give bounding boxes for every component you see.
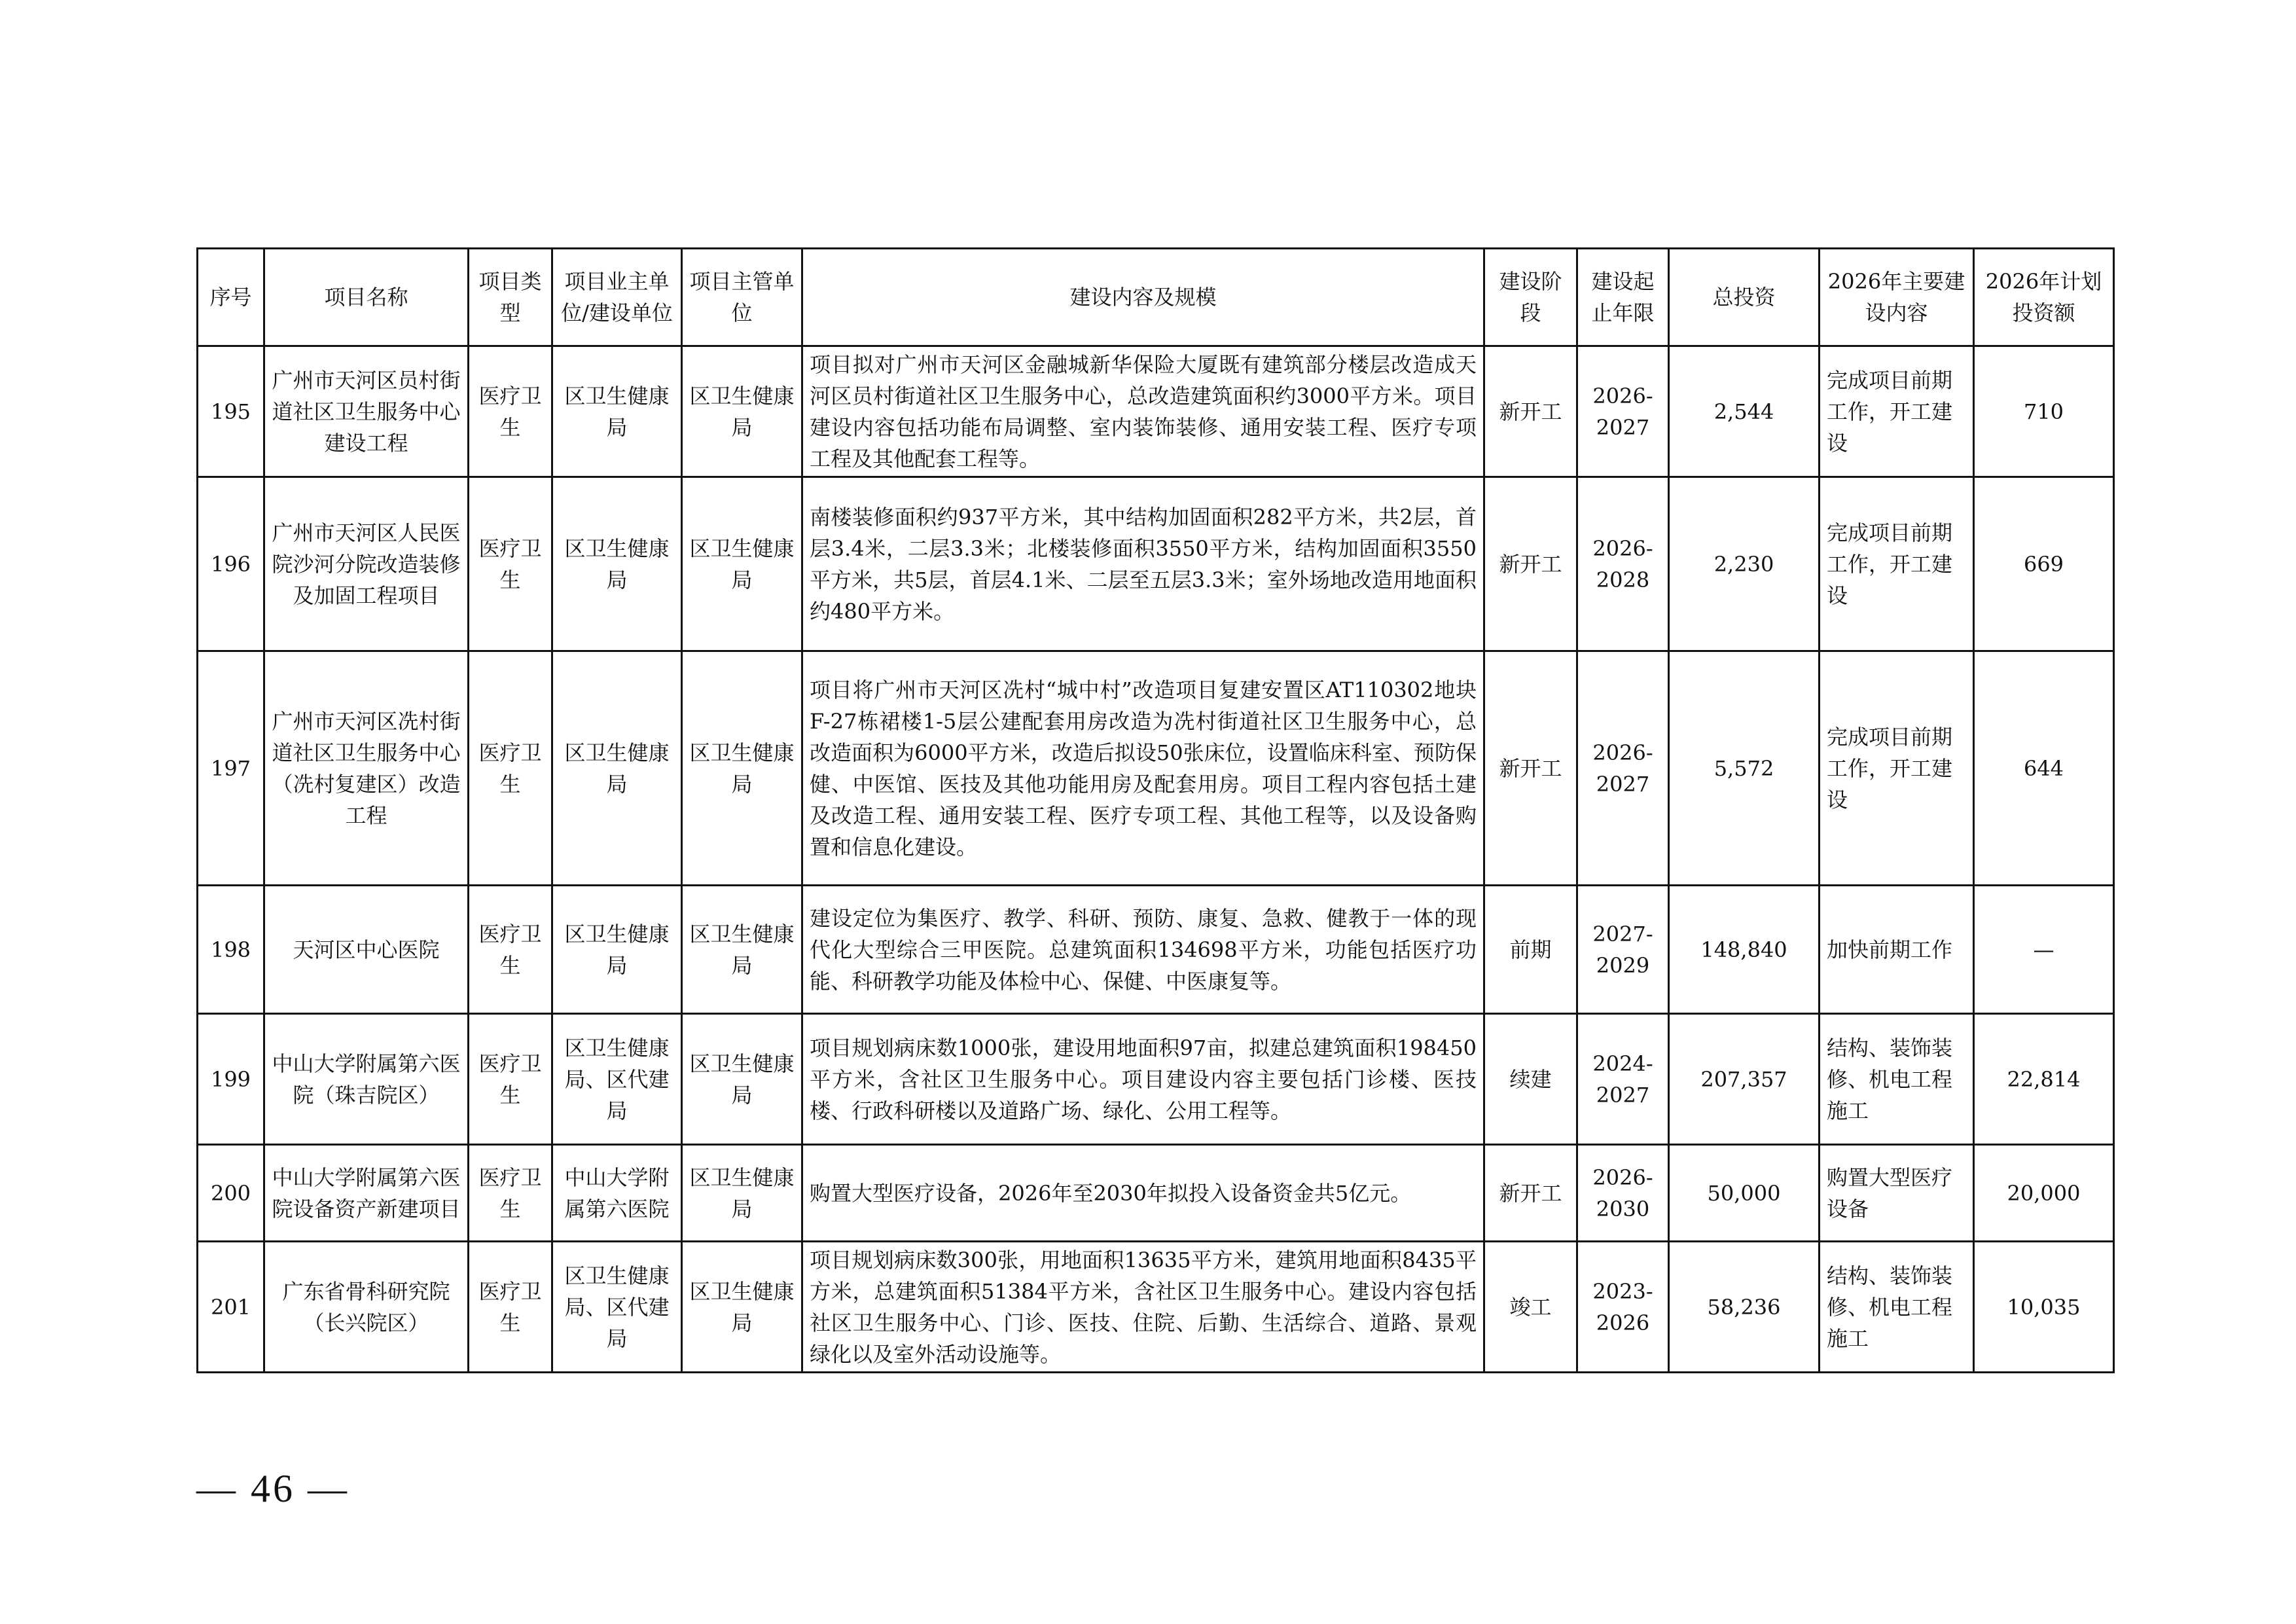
cell-owner: 区卫生健康局 — [552, 886, 682, 1014]
cell-name: 广东省骨科研究院（长兴院区） — [264, 1242, 469, 1373]
cell-no: 198 — [198, 886, 264, 1014]
cell-total: 50,000 — [1669, 1145, 1820, 1242]
cell-name: 中山大学附属第六医院（珠吉院区） — [264, 1014, 469, 1145]
cell-total: 2,230 — [1669, 477, 1820, 651]
cell-content: 项目拟对广州市天河区金融城新华保险大厦既有建筑部分楼层改造成天河区员村街道社区卫生服务中心，总改造建筑面积约3000平方米。项目建设内容包括功能布局调整、室内装饰装修、通用安装工程、医疗专项工程及其他配套工程等。 — [802, 346, 1484, 477]
cell-task2026: 结构、装饰装修、机电工程施工 — [1820, 1242, 1974, 1373]
cell-total: 2,544 — [1669, 346, 1820, 477]
cell-no: 199 — [198, 1014, 264, 1145]
cell-supervisor: 区卫生健康局 — [682, 1014, 802, 1145]
cell-total: 5,572 — [1669, 651, 1820, 886]
table-row — [198, 1014, 2114, 1145]
cell-supervisor: 区卫生健康局 — [682, 346, 802, 477]
cell-stage: 新开工 — [1484, 1145, 1577, 1242]
cell-plan2026: 710 — [1974, 346, 2114, 477]
cell-owner: 区卫生健康局、区代建局 — [552, 1014, 682, 1145]
table-row — [198, 651, 2114, 886]
cell-task2026: 购置大型医疗设备 — [1820, 1145, 1974, 1242]
cell-plan2026: 10,035 — [1974, 1242, 2114, 1373]
header-cell-stage: 建设阶段 — [1484, 249, 1577, 346]
cell-type: 医疗卫生 — [469, 1242, 552, 1373]
cell-name: 广州市天河区人民医院沙河分院改造装修及加固工程项目 — [264, 477, 469, 651]
cell-years: 2026-2030 — [1577, 1145, 1669, 1242]
cell-task2026: 完成项目前期工作，开工建设 — [1820, 477, 1974, 651]
cell-plan2026: — — [1974, 886, 2114, 1014]
cell-years: 2026-2027 — [1577, 346, 1669, 477]
header-cell-supervisor: 项目主管单位 — [682, 249, 802, 346]
cell-owner: 区卫生健康局、区代建局 — [552, 1242, 682, 1373]
cell-no: 195 — [198, 346, 264, 477]
cell-name: 广州市天河区冼村街道社区卫生服务中心（冼村复建区）改造工程 — [264, 651, 469, 886]
cell-stage: 新开工 — [1484, 477, 1577, 651]
cell-no: 197 — [198, 651, 264, 886]
header-cell-type: 项目类型 — [469, 249, 552, 346]
cell-owner: 区卫生健康局 — [552, 346, 682, 477]
cell-supervisor: 区卫生健康局 — [682, 477, 802, 651]
cell-stage: 竣工 — [1484, 1242, 1577, 1373]
table-row — [198, 886, 2114, 1014]
cell-task2026: 结构、装饰装修、机电工程施工 — [1820, 1014, 1974, 1145]
cell-stage: 续建 — [1484, 1014, 1577, 1145]
cell-years: 2023-2026 — [1577, 1242, 1669, 1373]
cell-owner: 中山大学附属第六医院 — [552, 1145, 682, 1242]
cell-plan2026: 669 — [1974, 477, 2114, 651]
page-number: — 46 — — [196, 1467, 350, 1510]
cell-content: 项目规划病床数300张，用地面积13635平方米，建筑用地面积8435平方米，总建筑面积51384平方米，含社区卫生服务中心。建设内容包括社区卫生服务中心、门诊、医技、住院、后勤、生活综合、道路、景观绿化以及室外活动设施等。 — [802, 1242, 1484, 1373]
cell-total: 148,840 — [1669, 886, 1820, 1014]
cell-content: 购置大型医疗设备，2026年至2030年拟投入设备资金共5亿元。 — [802, 1145, 1484, 1242]
cell-content: 建设定位为集医疗、教学、科研、预防、康复、急救、健教于一体的现代化大型综合三甲医院。总建筑面积134698平方米，功能包括医疗功能、科研教学功能及体检中心、保健、中医康复等。 — [802, 886, 1484, 1014]
project-table — [196, 247, 2115, 1373]
cell-stage: 前期 — [1484, 886, 1577, 1014]
cell-plan2026: 20,000 — [1974, 1145, 2114, 1242]
cell-name: 中山大学附属第六医院设备资产新建项目 — [264, 1145, 469, 1242]
cell-name: 广州市天河区员村街道社区卫生服务中心建设工程 — [264, 346, 469, 477]
cell-task2026: 完成项目前期工作，开工建设 — [1820, 346, 1974, 477]
table-header-row — [198, 249, 2114, 346]
cell-task2026: 加快前期工作 — [1820, 886, 1974, 1014]
table-row — [198, 1145, 2114, 1242]
cell-owner: 区卫生健康局 — [552, 651, 682, 886]
cell-task2026: 完成项目前期工作，开工建设 — [1820, 651, 1974, 886]
cell-stage: 新开工 — [1484, 651, 1577, 886]
cell-type: 医疗卫生 — [469, 886, 552, 1014]
cell-supervisor: 区卫生健康局 — [682, 886, 802, 1014]
cell-owner: 区卫生健康局 — [552, 477, 682, 651]
cell-no: 200 — [198, 1145, 264, 1242]
table-row — [198, 1242, 2114, 1373]
cell-type: 医疗卫生 — [469, 346, 552, 477]
cell-supervisor: 区卫生健康局 — [682, 651, 802, 886]
cell-stage: 新开工 — [1484, 346, 1577, 477]
cell-no: 201 — [198, 1242, 264, 1373]
cell-name: 天河区中心医院 — [264, 886, 469, 1014]
cell-years: 2024-2027 — [1577, 1014, 1669, 1145]
table-row — [198, 477, 2114, 651]
header-cell-total: 总投资 — [1669, 249, 1820, 346]
cell-type: 医疗卫生 — [469, 477, 552, 651]
header-cell-task2026: 2026年主要建设内容 — [1820, 249, 1974, 346]
cell-no: 196 — [198, 477, 264, 651]
table-row — [198, 346, 2114, 477]
cell-content: 项目规划病床数1000张，建设用地面积97亩，拟建总建筑面积198450平方米，含社区卫生服务中心。项目建设内容主要包括门诊楼、医技楼、行政科研楼以及道路广场、绿化、公用工程等。 — [802, 1014, 1484, 1145]
cell-years: 2026-2028 — [1577, 477, 1669, 651]
header-cell-no: 序号 — [198, 249, 264, 346]
cell-type: 医疗卫生 — [469, 651, 552, 886]
cell-type: 医疗卫生 — [469, 1014, 552, 1145]
header-cell-content: 建设内容及规模 — [802, 249, 1484, 346]
cell-total: 58,236 — [1669, 1242, 1820, 1373]
header-cell-plan2026: 2026年计划投资额 — [1974, 249, 2114, 346]
cell-supervisor: 区卫生健康局 — [682, 1145, 802, 1242]
cell-plan2026: 22,814 — [1974, 1014, 2114, 1145]
cell-plan2026: 644 — [1974, 651, 2114, 886]
cell-content: 项目将广州市天河区冼村“城中村”改造项目复建安置区AT110302地块F-27栋裙楼1-5层公建配套用房改造为冼村街道社区卫生服务中心，总改造面积为6000平方米，改造后拟设50张床位，设置临床科室、预防保健、中医馆、医技及其他功能用房及配套用房。项目工程内容包括土建及改造工程、通用安装工程、医疗专项工程、其他工程等，以及设备购置和信息化建设。 — [802, 651, 1484, 886]
header-cell-owner: 项目业主单位/建设单位 — [552, 249, 682, 346]
cell-supervisor: 区卫生健康局 — [682, 1242, 802, 1373]
cell-years: 2026-2027 — [1577, 651, 1669, 886]
cell-total: 207,357 — [1669, 1014, 1820, 1145]
cell-type: 医疗卫生 — [469, 1145, 552, 1242]
header-cell-name: 项目名称 — [264, 249, 469, 346]
header-cell-years: 建设起止年限 — [1577, 249, 1669, 346]
cell-content: 南楼装修面积约937平方米，其中结构加固面积282平方米，共2层，首层3.4米，二层3.3米；北楼装修面积3550平方米，结构加固面积3550平方米，共5层，首层4.1米、二层至五层3.3米；室外场地改造用地面积约480平方米。 — [802, 477, 1484, 651]
cell-years: 2027-2029 — [1577, 886, 1669, 1014]
